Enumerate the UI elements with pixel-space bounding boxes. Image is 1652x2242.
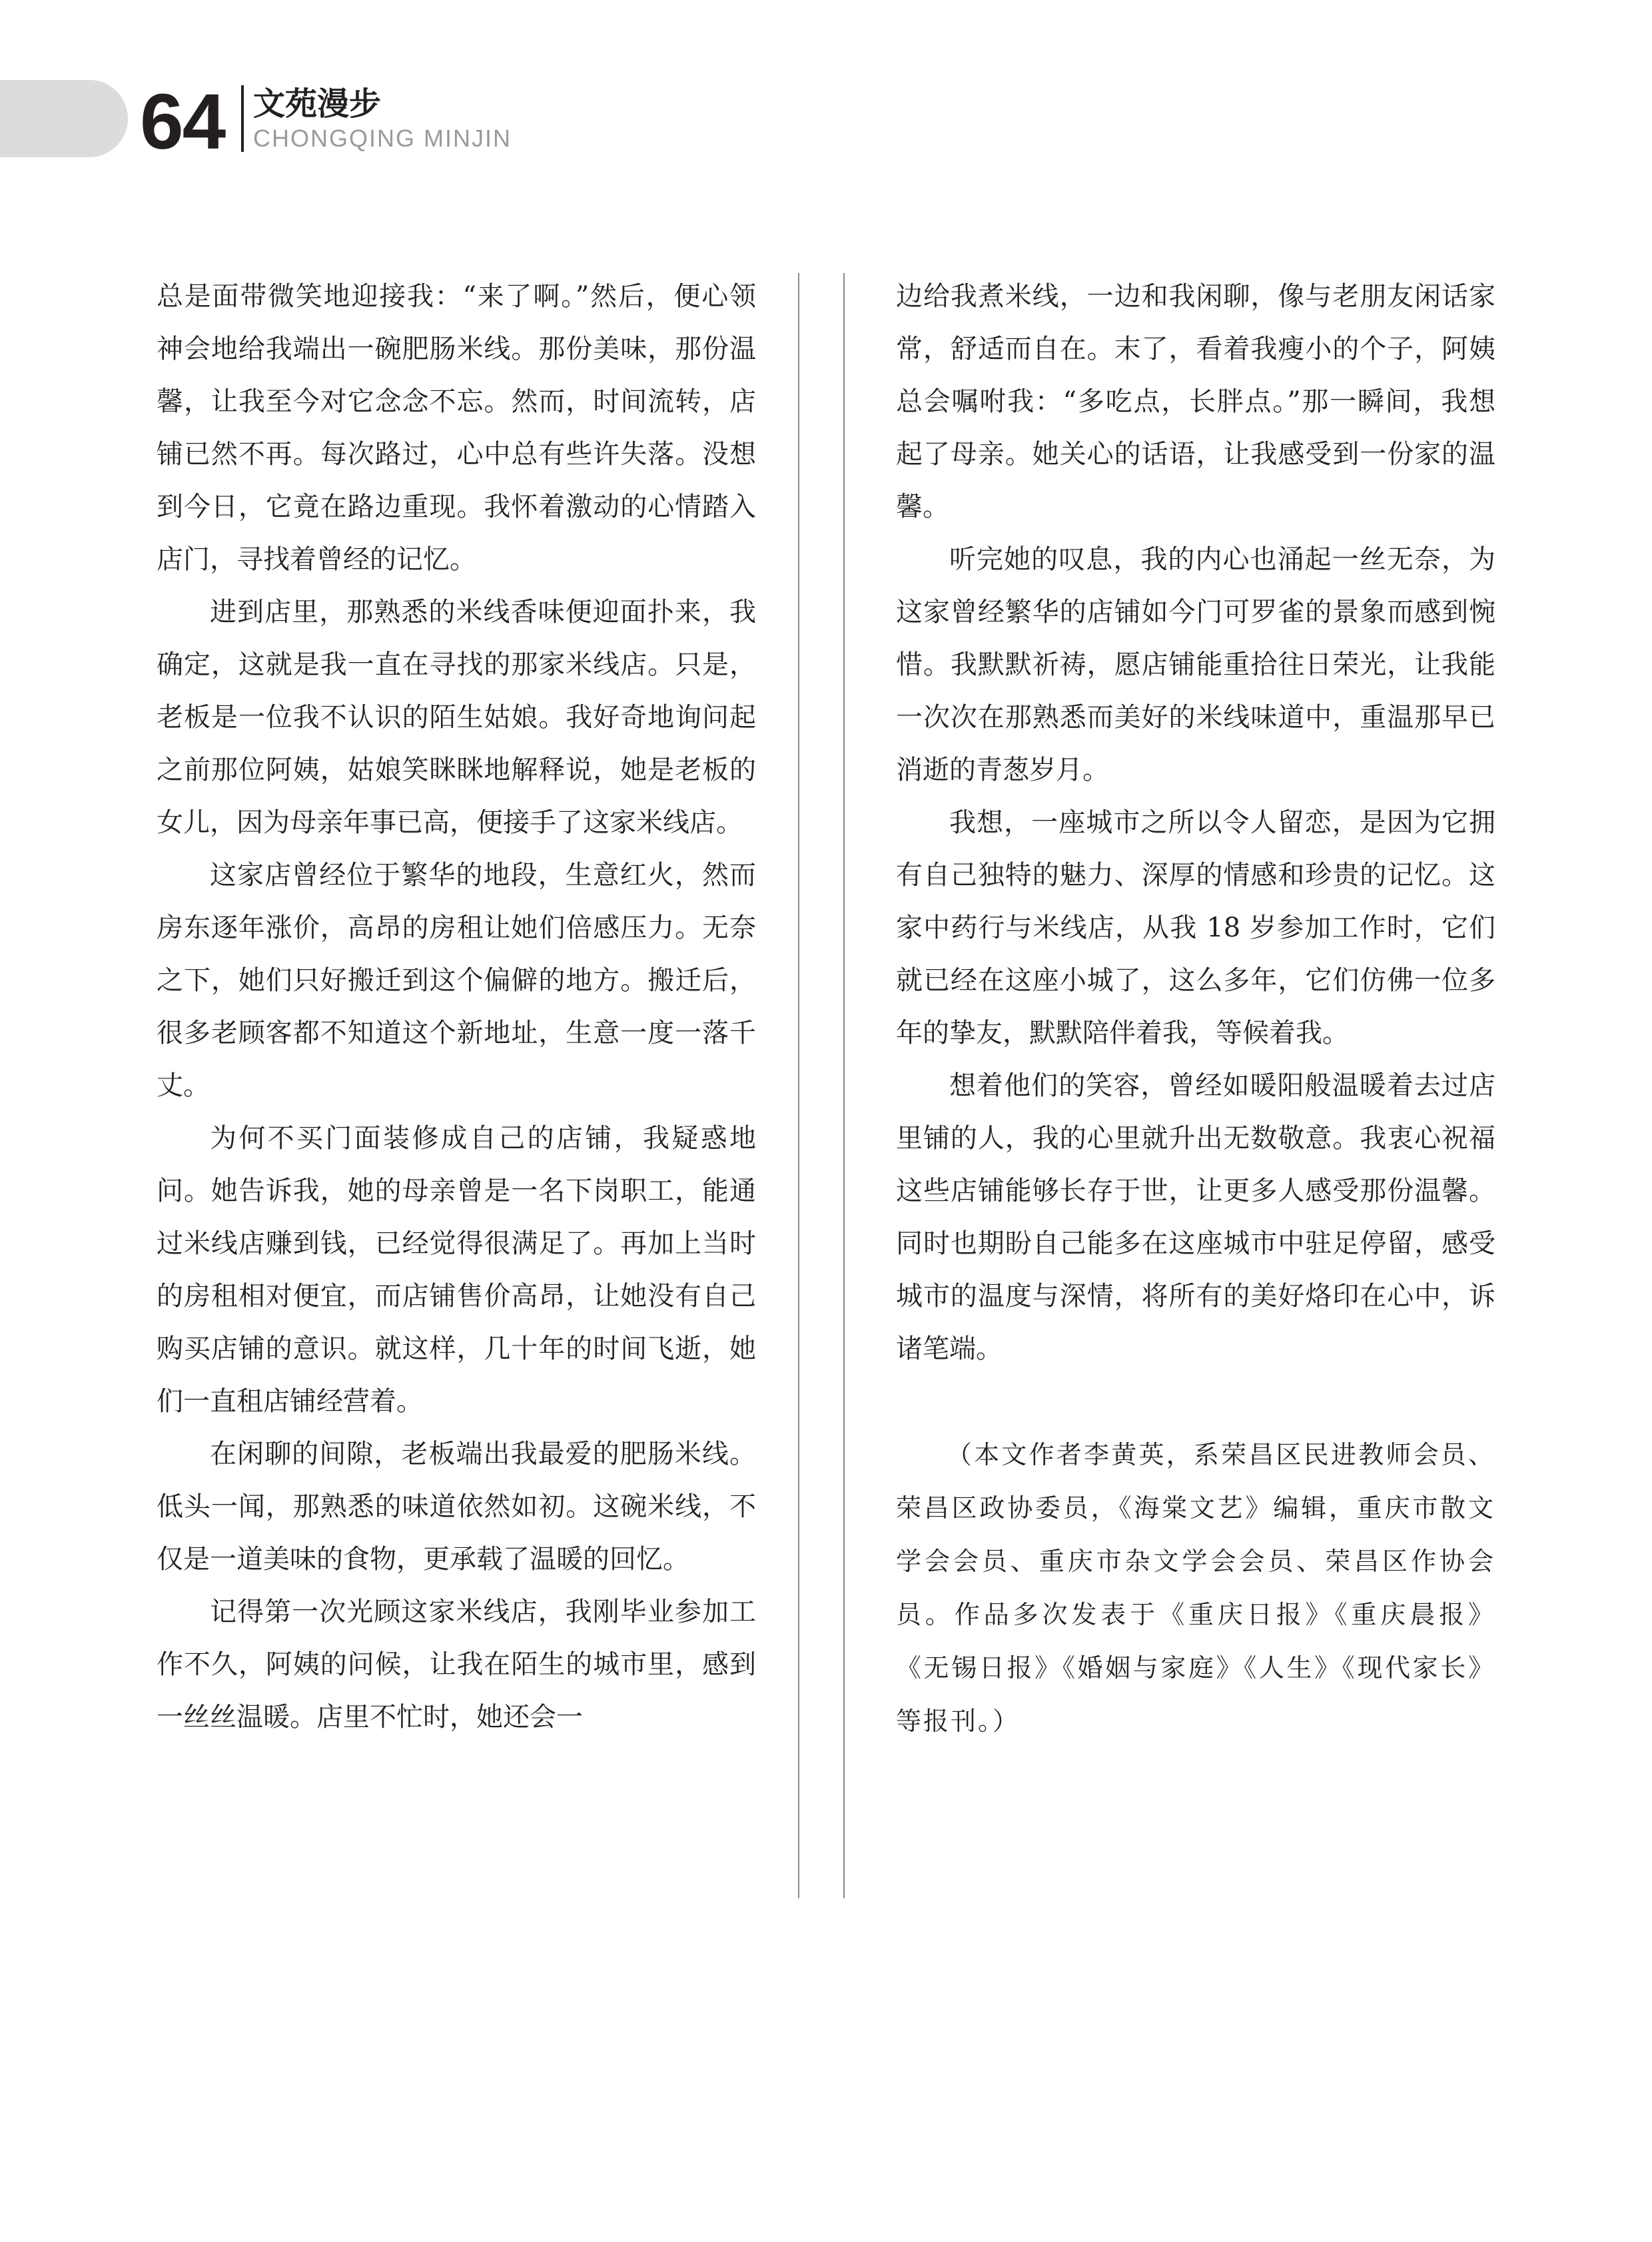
header-divider (241, 85, 244, 152)
column-divider-right (843, 273, 845, 1898)
section-subtitle: CHONGQING MINJIN (253, 125, 512, 152)
paragraph: 在闲聊的间隙，老板端出我最爱的肥肠米线。低头一闻，那熟悉的味道依然如初。这碗米线，不仅是一道美味的食物，更承载了温暖的回忆。 (157, 1439, 756, 1575)
column-divider-left (798, 273, 799, 1898)
paragraph: 我想，一座城市之所以令人留恋，是因为它拥有自己独特的魅力、深厚的情感和珍贵的记忆。这家中药行与米线店，从我 18 岁参加工作时，它们就已经在这座小城了，这么多年，它们仿佛一位多年的挚友，默默陪伴着我，等候着我。 (896, 807, 1495, 1048)
paragraph: 为何不买门面装修成自己的店铺，我疑惑地问。她告诉我，她的母亲曾是一名下岗职工，能通过米线店赚到钱，已经觉得很满足了。再加上当时的房租相对便宜，而店铺售价高昂，让她没有自己购买店铺的意识。就这样，几十年的时间飞逝，她们一直租店铺经营着。 (157, 1123, 756, 1417)
section-title: 文苑漫步 (253, 85, 382, 123)
paragraph: 总是面带微笑地迎接我：“来了啊。”然后，便心领神会地给我端出一碗肥肠米线。那份美味，那份温馨，让我至今对它念念不忘。然而，时间流转，店铺已然不再。每次路过，心中总有些许失落。没想到今日，它竟在路边重现。我怀着激动的心情踏入店门，寻找着曾经的记忆。 (157, 281, 756, 575)
header-tab (0, 80, 128, 157)
paragraph: 边给我煮米线，一边和我闲聊，像与老朋友闲话家常，舒适而自在。末了，看着我瘦小的个子，阿姨总会嘱咐我：“多吃点，长胖点。”那一瞬间，我想起了母亲。她关心的话语，让我感受到一份家的温馨。 (896, 281, 1495, 522)
left-column (157, 270, 756, 1744)
author-note: （本文作者李黄英，系荣昌区民进教师会员、荣昌区政协委员，《海棠文艺》编辑，重庆市散文学会会员、重庆市杂文学会会员、荣昌区作协会员。作品多次发表于《重庆日报》《重庆晨报》《无锡日报》《婚姻与家庭》《人生》《现代家长》等报刊。） (896, 1440, 1495, 1736)
paragraph: 进到店里，那熟悉的米线香味便迎面扑来，我确定，这就是我一直在寻找的那家米线店。只是，老板是一位我不认识的陌生姑娘。我好奇地询问起之前那位阿姨，姑娘笑眯眯地解释说，她是老板的女儿，因为母亲年事已高，便接手了这家米线店。 (157, 597, 756, 838)
paragraph: 想着他们的笑容，曾经如暖阳般温暖着去过店里铺的人，我的心里就升出无数敬意。我衷心祝福这些店铺能够长存于世，让更多人感受那份温馨。同时也期盼自己能多在这座城市中驻足停留，感受城市的温度与深情，将所有的美好烙印在心中，诉诸笔端。 (896, 1070, 1495, 1364)
page-number: 64 (140, 78, 225, 166)
paragraph: 这家店曾经位于繁华的地段，生意红火，然而房东逐年涨价，高昂的房租让她们倍感压力。无奈之下，她们只好搬迁到这个偏僻的地方。搬迁后，很多老顾客都不知道这个新地址，生意一度一落千丈。 (157, 860, 756, 1101)
right-column (896, 270, 1495, 1748)
paragraph: 记得第一次光顾这家米线店，我刚毕业参加工作不久，阿姨的问候，让我在陌生的城市里，感到一丝丝温暖。店里不忙时，她还会一 (157, 1597, 756, 1732)
paragraph: 听完她的叹息，我的内心也涌起一丝无奈，为这家曾经繁华的店铺如今门可罗雀的景象而感到惋惜。我默默祈祷，愿店铺能重拾往日荣光，让我能一次次在那熟悉而美好的米线味道中，重温那早已消逝的青葱岁月。 (896, 544, 1495, 785)
